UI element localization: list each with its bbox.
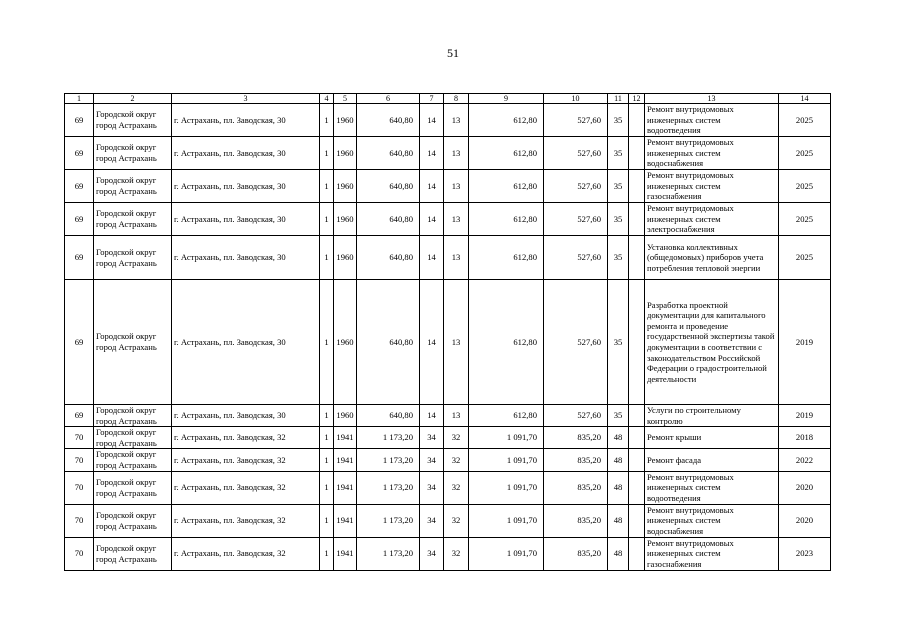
address-cell: г. Астрахань, пл. Заводская, 30 [172,280,320,405]
col12-cell [629,471,645,504]
work-type-cell: Услуги по строительному контролю [645,405,779,427]
municipality-cell: Городской округ город Астрахань [94,104,172,137]
col7-cell: 34 [420,449,444,471]
header-row [65,94,831,104]
col7-cell: 34 [420,471,444,504]
col10-cell: 527,60 [544,137,608,170]
plan-year-cell: 2023 [779,537,831,570]
table-row [65,236,831,280]
col12-cell [629,427,645,449]
col12-cell [629,236,645,280]
living-area-cell: 1 091,70 [469,537,544,570]
work-type-cell: Ремонт внутридомовых инженерных систем водоотведения [645,471,779,504]
col11-cell: 35 [608,137,629,170]
municipality-cell: Городской округ город Астрахань [94,427,172,449]
col7-cell: 34 [420,504,444,537]
col8-cell: 13 [444,405,469,427]
municipality-cell: Городской округ город Астрахань [94,405,172,427]
address-cell: г. Астрахань, пл. Заводская, 30 [172,405,320,427]
municipality-cell: Городской округ город Астрахань [94,236,172,280]
municipality-cell: Городской округ город Астрахань [94,137,172,170]
col11-cell: 35 [608,170,629,203]
col8-cell: 32 [444,471,469,504]
col12-cell [629,504,645,537]
col8-cell: 32 [444,537,469,570]
plan-year-cell: 2018 [779,427,831,449]
address-cell: г. Астрахань, пл. Заводская, 30 [172,137,320,170]
work-type-cell: Ремонт фасада [645,449,779,471]
col8-cell: 13 [444,104,469,137]
col10-cell: 527,60 [544,405,608,427]
col11-cell: 48 [608,504,629,537]
col12-cell [629,405,645,427]
col10-cell: 835,20 [544,471,608,504]
work-type-cell: Ремонт внутридомовых инженерных систем газоснабжения [645,170,779,203]
work-type-cell: Ремонт внутридомовых инженерных систем газоснабжения [645,537,779,570]
year-built-cell: 1960 [334,104,357,137]
col10-cell: 527,60 [544,203,608,236]
living-area-cell: 1 091,70 [469,449,544,471]
plan-year-cell: 2025 [779,203,831,236]
col8-cell: 32 [444,449,469,471]
plan-year-cell: 2020 [779,504,831,537]
col10-cell: 527,60 [544,236,608,280]
col7-cell: 14 [420,170,444,203]
column-header: 8 [444,94,469,104]
col11-cell: 35 [608,280,629,405]
col4-cell: 1 [320,236,334,280]
work-type-cell: Ремонт внутридомовых инженерных систем водоснабжения [645,504,779,537]
column-header: 12 [629,94,645,104]
total-area-cell: 1 173,20 [357,427,420,449]
living-area-cell: 612,80 [469,203,544,236]
total-area-cell: 1 173,20 [357,504,420,537]
column-header: 4 [320,94,334,104]
page-number: 51 [447,46,459,60]
col11-cell: 35 [608,405,629,427]
row-number-cell: 70 [65,537,94,570]
year-built-cell: 1960 [334,236,357,280]
col4-cell: 1 [320,280,334,405]
row-number-cell: 70 [65,449,94,471]
col8-cell: 13 [444,280,469,405]
address-cell: г. Астрахань, пл. Заводская, 32 [172,471,320,504]
table-row [65,537,831,570]
plan-year-cell: 2020 [779,471,831,504]
col10-cell: 527,60 [544,104,608,137]
row-number-cell: 69 [65,137,94,170]
year-built-cell: 1941 [334,471,357,504]
col12-cell [629,280,645,405]
column-header: 9 [469,94,544,104]
col4-cell: 1 [320,504,334,537]
work-type-cell: Разработка проектной документации для капитального ремонта и проведение государственной экспертизы такой документации в соответствии с законодательством Российской Федерации о градостроительной деятельности [645,280,779,405]
col4-cell: 1 [320,170,334,203]
total-area-cell: 640,80 [357,203,420,236]
col4-cell: 1 [320,427,334,449]
work-type-cell: Ремонт внутридомовых инженерных систем водоотведения [645,104,779,137]
col7-cell: 14 [420,104,444,137]
col8-cell: 13 [444,170,469,203]
column-header: 11 [608,94,629,104]
municipality-cell: Городской округ город Астрахань [94,449,172,471]
col12-cell [629,449,645,471]
municipality-cell: Городской округ город Астрахань [94,504,172,537]
total-area-cell: 640,80 [357,104,420,137]
total-area-cell: 1 173,20 [357,471,420,504]
living-area-cell: 612,80 [469,236,544,280]
living-area-cell: 1 091,70 [469,427,544,449]
address-cell: г. Астрахань, пл. Заводская, 30 [172,203,320,236]
address-cell: г. Астрахань, пл. Заводская, 32 [172,537,320,570]
row-number-cell: 69 [65,405,94,427]
work-type-cell: Ремонт внутридомовых инженерных систем водоснабжения [645,137,779,170]
column-header: 10 [544,94,608,104]
plan-year-cell: 2022 [779,449,831,471]
work-type-cell: Ремонт крыши [645,427,779,449]
year-built-cell: 1960 [334,137,357,170]
table-row [65,280,831,405]
total-area-cell: 640,80 [357,405,420,427]
address-cell: г. Астрахань, пл. Заводская, 30 [172,170,320,203]
year-built-cell: 1960 [334,170,357,203]
living-area-cell: 612,80 [469,405,544,427]
col8-cell: 32 [444,427,469,449]
col4-cell: 1 [320,137,334,170]
column-header: 13 [645,94,779,104]
col7-cell: 34 [420,427,444,449]
municipality-cell: Городской округ город Астрахань [94,170,172,203]
column-header: 2 [94,94,172,104]
col4-cell: 1 [320,405,334,427]
col8-cell: 13 [444,203,469,236]
address-cell: г. Астрахань, пл. Заводская, 30 [172,236,320,280]
column-header: 1 [65,94,94,104]
municipality-cell: Городской округ город Астрахань [94,537,172,570]
col11-cell: 48 [608,471,629,504]
column-header: 6 [357,94,420,104]
plan-year-cell: 2019 [779,405,831,427]
col12-cell [629,104,645,137]
total-area-cell: 640,80 [357,170,420,203]
column-header: 3 [172,94,320,104]
col7-cell: 14 [420,137,444,170]
living-area-cell: 612,80 [469,104,544,137]
row-number-cell: 69 [65,170,94,203]
year-built-cell: 1941 [334,449,357,471]
col11-cell: 48 [608,537,629,570]
year-built-cell: 1941 [334,504,357,537]
col7-cell: 14 [420,405,444,427]
table-row [65,427,831,449]
municipality-cell: Городской округ город Астрахань [94,203,172,236]
total-area-cell: 640,80 [357,137,420,170]
plan-year-cell: 2025 [779,104,831,137]
col10-cell: 835,20 [544,427,608,449]
capital-repair-table [64,93,831,571]
col11-cell: 48 [608,449,629,471]
row-number-cell: 70 [65,504,94,537]
column-header: 5 [334,94,357,104]
table-row [65,504,831,537]
table-row [65,471,831,504]
col10-cell: 527,60 [544,280,608,405]
row-number-cell: 69 [65,280,94,405]
row-number-cell: 70 [65,427,94,449]
col10-cell: 835,20 [544,537,608,570]
column-header: 7 [420,94,444,104]
col4-cell: 1 [320,104,334,137]
total-area-cell: 640,80 [357,236,420,280]
column-header: 14 [779,94,831,104]
col12-cell [629,137,645,170]
year-built-cell: 1960 [334,405,357,427]
address-cell: г. Астрахань, пл. Заводская, 30 [172,104,320,137]
row-number-cell: 70 [65,471,94,504]
total-area-cell: 1 173,20 [357,449,420,471]
year-built-cell: 1960 [334,203,357,236]
col4-cell: 1 [320,449,334,471]
municipality-cell: Городской округ город Астрахань [94,280,172,405]
row-number-cell: 69 [65,236,94,280]
col7-cell: 14 [420,236,444,280]
work-type-cell: Ремонт внутридомовых инженерных систем электроснабжения [645,203,779,236]
col7-cell: 34 [420,537,444,570]
living-area-cell: 612,80 [469,137,544,170]
col8-cell: 13 [444,236,469,280]
row-number-cell: 69 [65,104,94,137]
table-row [65,203,831,236]
col4-cell: 1 [320,203,334,236]
address-cell: г. Астрахань, пл. Заводская, 32 [172,427,320,449]
col11-cell: 35 [608,203,629,236]
col11-cell: 35 [608,104,629,137]
col10-cell: 835,20 [544,504,608,537]
living-area-cell: 612,80 [469,170,544,203]
col10-cell: 527,60 [544,170,608,203]
year-built-cell: 1960 [334,280,357,405]
col12-cell [629,537,645,570]
plan-year-cell: 2025 [779,236,831,280]
col10-cell: 835,20 [544,449,608,471]
row-number-cell: 69 [65,203,94,236]
living-area-cell: 1 091,70 [469,504,544,537]
municipality-cell: Городской округ город Астрахань [94,471,172,504]
table-row [65,449,831,471]
address-cell: г. Астрахань, пл. Заводская, 32 [172,449,320,471]
total-area-cell: 1 173,20 [357,537,420,570]
year-built-cell: 1941 [334,537,357,570]
table-row [65,170,831,203]
col12-cell [629,203,645,236]
table-row [65,405,831,427]
table-row [65,137,831,170]
col7-cell: 14 [420,203,444,236]
col4-cell: 1 [320,471,334,504]
col8-cell: 32 [444,504,469,537]
col11-cell: 35 [608,236,629,280]
total-area-cell: 640,80 [357,280,420,405]
col8-cell: 13 [444,137,469,170]
plan-year-cell: 2025 [779,137,831,170]
address-cell: г. Астрахань, пл. Заводская, 32 [172,504,320,537]
col4-cell: 1 [320,537,334,570]
work-type-cell: Установка коллективных (общедомовых) приборов учета потребления тепловой энергии [645,236,779,280]
living-area-cell: 612,80 [469,280,544,405]
col11-cell: 48 [608,427,629,449]
col7-cell: 14 [420,280,444,405]
col12-cell [629,170,645,203]
table-row [65,104,831,137]
living-area-cell: 1 091,70 [469,471,544,504]
plan-year-cell: 2025 [779,170,831,203]
plan-year-cell: 2019 [779,280,831,405]
year-built-cell: 1941 [334,427,357,449]
